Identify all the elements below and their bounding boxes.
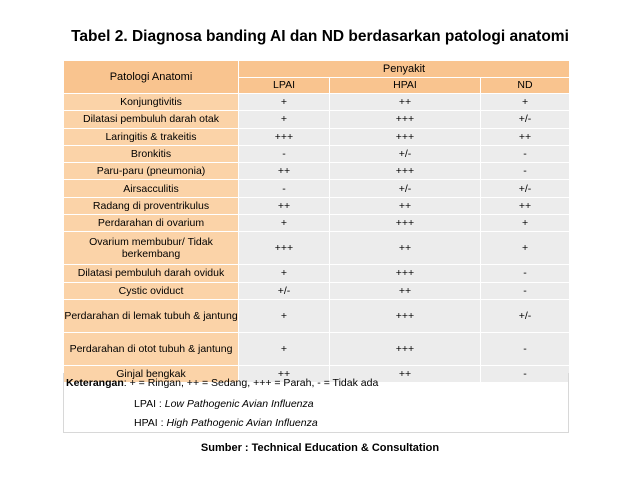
hpai-abbr: HPAI [134, 417, 158, 429]
table-row [64, 332, 570, 365]
cell-hpai: ++ [330, 197, 481, 214]
cell-nd: - [481, 265, 570, 282]
cell-lpai: + [239, 332, 330, 365]
row-label: Airsacculitis [64, 180, 239, 197]
table-title: Tabel 2. Diagnosa banding AI dan ND berdasarkan patologi anatomi [71, 28, 569, 45]
cell-hpai: ++ [330, 282, 481, 299]
cell-nd: +/- [481, 111, 570, 128]
table-row [64, 282, 570, 299]
cell-lpai: ++ [239, 163, 330, 180]
table-row [64, 163, 570, 180]
cell-lpai: ++ [239, 365, 330, 382]
cell-lpai: + [239, 299, 330, 332]
cell-lpai: +++ [239, 232, 330, 265]
cell-hpai: ++ [330, 94, 481, 111]
table-body [64, 94, 570, 383]
cell-lpai: +/- [239, 282, 330, 299]
hpai-full: High Pathogenic Avian Influenza [166, 417, 318, 429]
cell-lpai: +++ [239, 128, 330, 145]
cell-hpai: +++ [330, 111, 481, 128]
cell-hpai: +++ [330, 265, 481, 282]
cell-nd: +/- [481, 180, 570, 197]
cell-nd: + [481, 215, 570, 232]
row-label: Ovarium membubur/ Tidak berkembang [64, 232, 239, 265]
row-label: Ginjal bengkak [64, 365, 239, 382]
group-header-cell: Penyakit [239, 61, 570, 78]
row-label: Paru-paru (pneumonia) [64, 163, 239, 180]
cell-nd: - [481, 332, 570, 365]
hpai-definition: HPAI : High Pathogenic Avian Influenza [134, 417, 318, 429]
table-row [64, 265, 570, 282]
cell-nd: - [481, 145, 570, 162]
legend-text: : + = Ringan, ++ = Sedang, +++ = Parah, - = Tidak ada [123, 377, 379, 389]
table-row [64, 232, 570, 265]
table-row [64, 197, 570, 214]
column-header-nd: ND [481, 78, 570, 94]
row-label: Perdarahan di lemak tubuh & jantung [64, 299, 239, 332]
cell-nd: ++ [481, 128, 570, 145]
table-row [64, 128, 570, 145]
notes-box [63, 373, 569, 433]
cell-hpai: +++ [330, 332, 481, 365]
cell-lpai: + [239, 111, 330, 128]
cell-lpai: - [239, 180, 330, 197]
row-label: Perdarahan di otot tubuh & jantung [64, 332, 239, 365]
row-label: Dilatasi pembuluh darah oviduk [64, 265, 239, 282]
cell-nd: +/- [481, 299, 570, 332]
column-header-hpai: HPAI [330, 78, 481, 94]
row-label: Radang di proventrikulus [64, 197, 239, 214]
lpai-definition: LPAI : Low Pathogenic Avian Influenza [134, 398, 314, 410]
diagnosis-table [63, 60, 570, 383]
cell-hpai: ++ [330, 232, 481, 265]
cell-lpai: + [239, 94, 330, 111]
cell-nd: - [481, 163, 570, 180]
row-label: Dilatasi pembuluh darah otak [64, 111, 239, 128]
cell-nd: ++ [481, 197, 570, 214]
row-label: Bronkitis [64, 145, 239, 162]
cell-nd: + [481, 94, 570, 111]
column-header-lpai: LPAI [239, 78, 330, 94]
cell-hpai: +++ [330, 299, 481, 332]
table-row [64, 145, 570, 162]
lpai-full: Low Pathogenic Avian Influenza [164, 398, 314, 410]
table-row [64, 215, 570, 232]
cell-hpai: +++ [330, 128, 481, 145]
table-row [64, 111, 570, 128]
cell-lpai: + [239, 265, 330, 282]
notes-label: Keterangan [66, 377, 124, 389]
cell-nd: - [481, 282, 570, 299]
cell-lpai: - [239, 145, 330, 162]
cell-nd: - [481, 365, 570, 382]
legend-line [66, 377, 378, 389]
cell-hpai: ++ [330, 365, 481, 382]
table-row [64, 94, 570, 111]
row-label: Perdarahan di ovarium [64, 215, 239, 232]
cell-hpai: +/- [330, 145, 481, 162]
cell-lpai: ++ [239, 197, 330, 214]
lpai-abbr: LPAI [134, 398, 156, 410]
row-label: Cystic oviduct [64, 282, 239, 299]
row-label: Konjungtivitis [64, 94, 239, 111]
cell-hpai: +++ [330, 215, 481, 232]
cell-lpai: + [239, 215, 330, 232]
cell-nd: + [481, 232, 570, 265]
row-label: Laringitis & trakeitis [64, 128, 239, 145]
cell-hpai: +++ [330, 163, 481, 180]
row-header-cell: Patologi Anatomi [64, 61, 239, 94]
table-row [64, 180, 570, 197]
source-note: Sumber : Technical Education & Consultation [200, 442, 440, 454]
cell-hpai: +/- [330, 180, 481, 197]
table-row [64, 299, 570, 332]
